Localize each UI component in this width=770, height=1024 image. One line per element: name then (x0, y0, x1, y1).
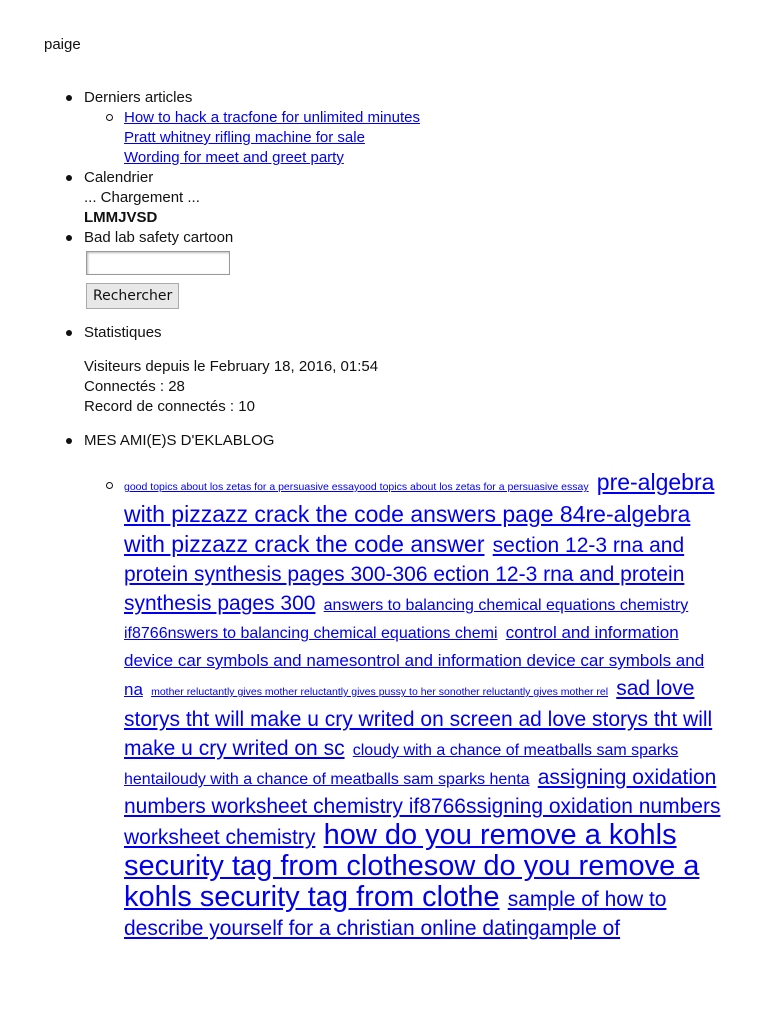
friend-link[interactable]: how do you remove a kohls security tag from clothesow do you remove a kohls security tag from clothe (124, 819, 700, 913)
site-title: paige (44, 36, 81, 53)
calendar-loading: ... Chargement ... (84, 189, 200, 206)
list-item (124, 108, 734, 128)
widget-recent-articles (84, 88, 734, 168)
bullet-icon (66, 95, 72, 101)
search-button[interactable]: Rechercher (86, 283, 179, 309)
list-item (124, 148, 734, 168)
friend-link[interactable]: sad love storys tht will make u cry writed on screen ad love storys tht will make u cry writed on sc (124, 677, 713, 760)
friend-link[interactable]: answers to balancing chemical equations chemistry if8766nswers to balancing chemical equations chemi (124, 597, 689, 642)
friends-tag-cloud (84, 469, 724, 944)
search-input[interactable] (86, 251, 230, 275)
stats-record: Record de connectés : 10 (84, 398, 255, 415)
friend-link[interactable]: cloudy with a chance of meatballs sam sparks hentailoudy with a chance of meatballs sam sparks henta (124, 742, 679, 788)
widget-calendar (84, 168, 734, 228)
friend-link[interactable]: control and information device car symbols and namesontrol and information device car symbols and na (124, 623, 705, 699)
search-heading: Bad lab safety cartoon (84, 229, 234, 246)
article-link[interactable]: Wording for meet and greet party (124, 149, 344, 166)
article-link[interactable]: How to hack a tracfone for unlimited minutes (124, 109, 420, 126)
calendar-heading: Calendrier (84, 169, 154, 186)
bullet-icon (66, 235, 72, 241)
bullet-icon (66, 175, 72, 181)
calendar-days: LMMJVSD (84, 209, 158, 226)
friend-link[interactable]: sample of how to describe yourself for a christian online datingample of (124, 888, 667, 940)
widget-friends (84, 431, 734, 944)
widget-stats (84, 323, 734, 417)
article-link[interactable]: Pratt whitney rifling machine for sale (124, 129, 365, 146)
friend-link[interactable]: section 12-3 rna and protein synthesis pages 300-306 ection 12-3 rna and protein synthesis pages 300 (124, 534, 685, 615)
circle-bullet-icon (106, 114, 113, 121)
recent-articles-heading: Derniers articles (84, 89, 193, 106)
bullet-icon (66, 330, 72, 336)
list-item (124, 128, 734, 148)
sidebar-widgets (84, 88, 734, 944)
friend-link[interactable]: mother reluctantly gives mother reluctantly gives pussy to her sonother reluctantly gives mother rel (151, 686, 609, 698)
stats-connected: Connectés : 28 (84, 378, 185, 395)
friend-link[interactable]: pre-algebra with pizzazz crack the code answers page 84re-algebra with pizzazz crack the code answer (124, 469, 715, 557)
recent-articles-list (84, 108, 734, 168)
stats-visitors: Visiteurs depuis le February 18, 2016, 01:54 (84, 358, 379, 375)
stats-block (84, 357, 734, 417)
stats-heading: Statistiques (84, 324, 162, 341)
circle-bullet-icon (106, 482, 113, 489)
friend-link[interactable]: assigning oxidation numbers worksheet chemistry if8766ssigning oxidation numbers worksheet chemistry (124, 766, 721, 849)
bullet-icon (66, 438, 72, 444)
friends-heading: MES AMI(E)S D'EKLABLOG (84, 432, 275, 449)
friend-link[interactable]: good topics about los zetas for a persuasive essayood topics about los zetas for a persuasive essay (124, 481, 589, 493)
widget-search (84, 228, 734, 309)
